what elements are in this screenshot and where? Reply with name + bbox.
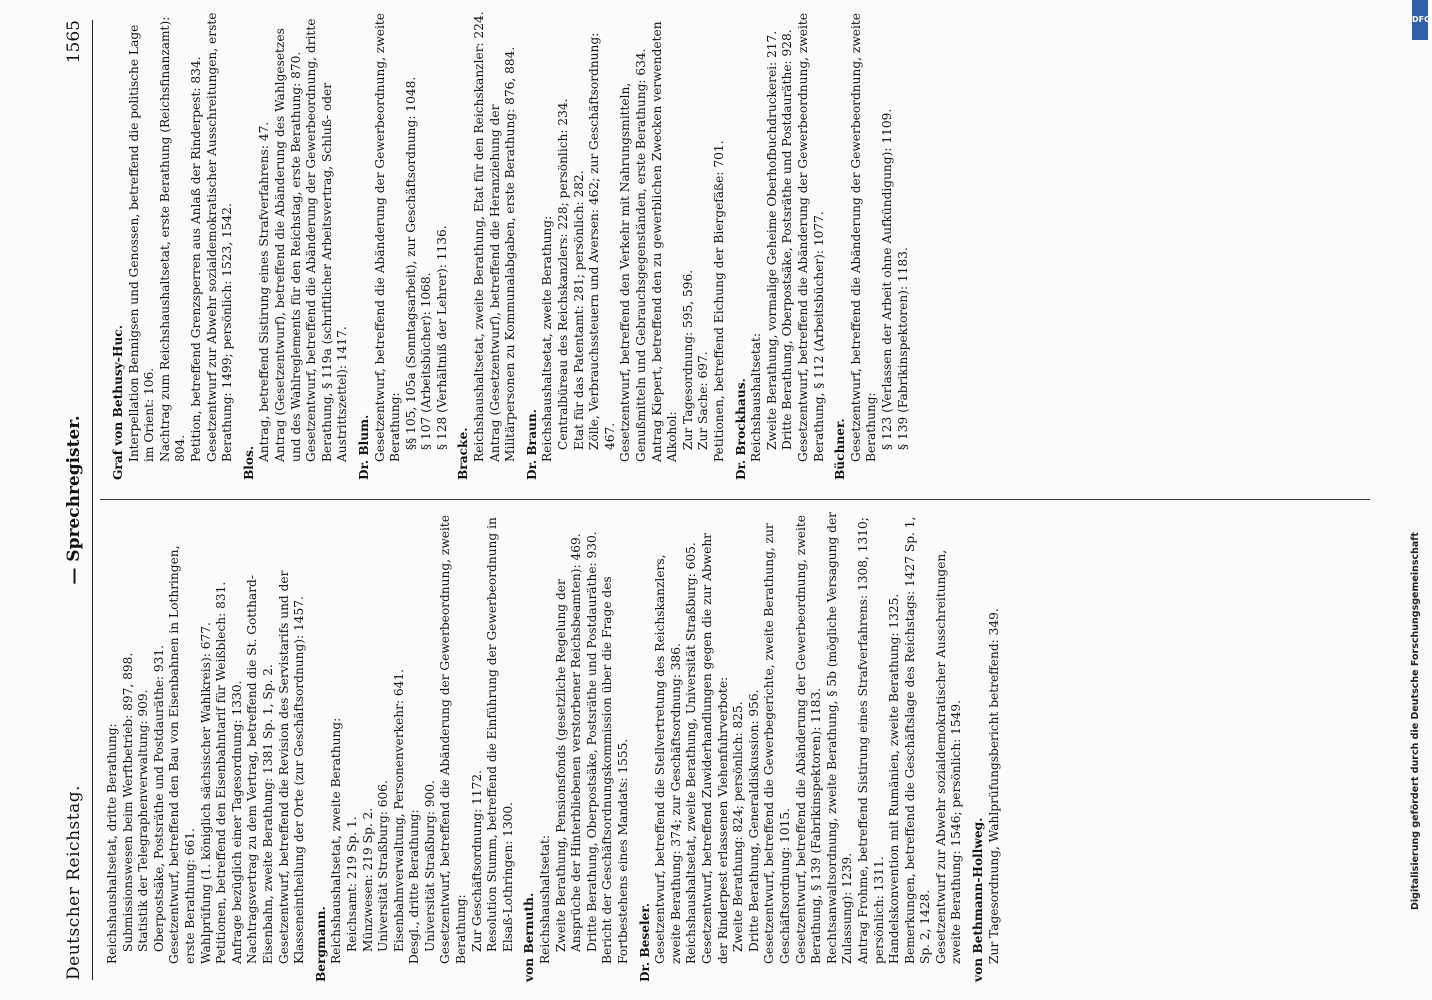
register-entry: Gesetzentwurf, betreffend die Abänderung der Gewerbeordnung, zweite Berathung: <box>372 13 403 462</box>
register-entry: Gesetzentwurf zur Abwehr sozialdemokratischer Ausschreitungen, zweite Berathung: 1546; persönlich: 1549. <box>933 549 964 964</box>
page-header <box>62 20 93 980</box>
register-entry: Zweite Berathung, vormalige Geheime Oberhofbuchdruckerei: 217. <box>764 30 779 450</box>
register-entry: §§ 105, 105a (Sonntagsarbeit), zur Geschäftsordnung: 1048. <box>403 76 418 450</box>
register-entry: Gesetzentwurf, betreffend die Stellvertretung des Reichskanzlers, zweite Berathung: 374; zur Geschäftsordnung: 386. <box>653 554 683 964</box>
register-entry: Zweite Berathung: 824; persönlich: 825. <box>731 701 746 952</box>
running-title: Deutscher Reichstag. <box>64 785 84 980</box>
register-entry: Dritte Berathung, Oberpostsäke, Postsräthe und Postdauräthe: 930. <box>584 531 599 952</box>
register-entry: Gesetzentwurf, betreffend die Abänderung der Gewerbeordnung, zweite Berathung: <box>848 13 879 462</box>
register-entry: Zölle, Verbrauchssteuern und Aversen: 462; zur Geschäftsordnung: 467. <box>587 32 617 450</box>
register-entry: Gesetzentwurf, betreffend den Verkehr mit Nahrungsmitteln, Genußmitteln und Gebrauchsgegenständen, erste Berathung: 634. <box>618 48 648 462</box>
register-entry: Antrag, betreffend Sistirung eines Strafverfahrens: 47. <box>257 121 272 462</box>
register-entry: Reichshaushaltsetat, zweite Berathung, Universität Straßburg: 605. <box>684 542 699 964</box>
speaker-name: Dr. Blum. <box>356 414 371 480</box>
register-entry: Antrag Kiepert, betreffend den zu gewerblichen Zwecken verwendeten Alkohol: <box>649 21 680 462</box>
register-entry: Gesetzentwurf, betreffend die Abänderung der Gewerbeordnung, dritte Berathung, § 119a (schriftlicher Arbeitsvertrag, Schluß- oder Austrittszettel): 1417. <box>304 18 350 462</box>
register-entry: Gesetzentwurf, betreffend Zuwiderhandlungen gegen die zur Abwehr der Rinderpest erlassenen Viehenfuhrverbote: <box>699 533 730 964</box>
register-entry: Dritte Berathung, Generaldiskussion: 956. <box>746 689 761 952</box>
register-entry: § 139 (Fabrikinspektoren): 1183. <box>895 247 910 450</box>
register-entry: Dritte Berathung, Oberpostsäke, Postsräthe und Postdauräthe: 928. <box>780 29 795 450</box>
register-entry: Antrag (Gesetzentwurf), betreffend die Heranziehung der Militärpersonen zu Kommunalabgaben, erste Berathung: 876, 884. <box>487 46 518 462</box>
register-entry: Nachtrag zum Reichshaushaltsetat, erste Berathung (Reichsfinanzamt): 804. <box>157 16 188 462</box>
register-entry: Handelskonvention mit Rumänien, zweite Berathung: 1325. <box>887 593 902 964</box>
register-entry: Universität Straßburg: 606. <box>376 780 391 952</box>
register-entry: Gesetzentwurf, betreffend die Revision des Servistarifs und der Klasseneintheilung der Orte (zur Geschäftsordnung): 1457. <box>276 570 307 964</box>
digitization-note: Digitalisierung gefördert durch die Deutsche Forschungsgemeinschaft <box>1410 532 1421 910</box>
speaker-name: von Bethmann-Hollweg. <box>971 817 986 982</box>
register-entry: Reichshaushaltsetat, zweite Berathung, Etat für den Reichskanzler: 224. <box>472 11 487 462</box>
register-entry: Reichshaushaltsetat, zweite Berathung: <box>540 215 555 462</box>
register-entry: Gesetzentwurf, betreffend die Gewerbegerichte, zweite Berathung, zur Geschäftsordnung: 1015. <box>762 523 792 964</box>
speaker-name: Bracke. <box>456 427 471 480</box>
speaker-name: Graf von Bethusy-Huc. <box>111 325 125 480</box>
register-entry: Gesetzentwurf zur Abwehr sozialdemokratischer Ausschreitungen, erste Berathung: 1499; persönlich: 1523, 1542. <box>204 12 235 462</box>
register-entry: Oberpostsäke, Postsräthe und Postdauräthe: 931. <box>151 644 166 952</box>
register-entry: § 128 (Verhältniß der Lehrer): 1136. <box>434 225 449 450</box>
dfg-logo: DFG <box>1412 0 1428 40</box>
register-entry: Anfrage bezüglich einer Tagesordnung: 1330. <box>229 680 244 964</box>
speaker-name: von Bernuth. <box>522 892 537 982</box>
register-entry: Bemerkungen, betreffend die Geschäftslage des Reichstags: 1427 Sp. 1, Sp. 2, 1428. <box>902 516 933 964</box>
register-entry: Zur Geschäftsordnung: 1172. <box>469 769 484 952</box>
register-entry: Reichshaushaltsetat: <box>749 333 764 462</box>
register-entry: Wahlprüfung (1. königlich sächsischer Wahlkreis): 677. <box>198 622 213 964</box>
register-entry: Eisenbahnverwaltung, Personenverkehr: 641. <box>391 668 406 952</box>
register-entry: Reichsamt: 219 Sp. 1. <box>344 816 359 952</box>
register-entry: Petitionen, betreffend Eichung der Biergefäße: 701. <box>711 140 726 462</box>
register-entry: Gesetzentwurf, betreffend die Abänderung der Gewerbeordnung, zweite Berathung, § 112 (Arbeitsbücher): 1077. <box>795 13 826 462</box>
register-entry: Resolution Stumm, betreffend die Einführung der Gewerbeordnung in Elsaß-Lothringen: 1300. <box>485 517 515 952</box>
register-entry: Nachtragsvertrag zu dem Vertrag, betreffend die St. Gotthard-Eisenbahn, zweite Berathung: 1381 Sp. 1, Sp. 2. <box>245 575 275 964</box>
register-entry: Bericht der Geschäftsordnungskommission über die Frage des Fortbestehens eines Mandats: 1555. <box>600 576 630 964</box>
right-column <box>105 10 911 480</box>
register-entry: Centralbüreau des Reichskanzlers: 228; persönlich: 234. <box>556 98 571 450</box>
register-entry: Antrag Frohme, betreffend Sistirung eines Strafverfahrens: 1308, 1310; persönlich: 1311. <box>855 517 886 964</box>
register-entry: Statistik der Telegraphenverwaltung: 909. <box>136 689 151 952</box>
register-entry: Petitionen, betreffend den Eisenbahntarif für Weißblech: 831. <box>214 581 229 964</box>
speaker-name: Dr. Beseler. <box>637 903 652 982</box>
speaker-name: Büchner. <box>833 418 848 480</box>
register-entry: Reichshaushaltsetat: <box>538 835 553 964</box>
register-entry: Interpellation Bennigsen und Genossen, betreffend die politische Lage im Orient: 106. <box>126 24 157 462</box>
register-entry: Reichshaushaltsetat, dritte Berathung: <box>105 723 119 964</box>
register-entry: Gesetzentwurf, betreffend die Abänderung der Gewerbeordnung, zweite Berathung, § 139 (Fabrikinspektoren): 1183. <box>793 515 824 964</box>
register-entry: Petition, betreffend Grenzsperren aus Anlaß der Rinderpest: 834. <box>188 56 203 462</box>
register-entry: Etat für das Patentamt: 281; persönlich: 282. <box>571 170 586 450</box>
register-entry: Antrag (Gesetzentwurf), betreffend die Abänderung des Wahlgesetzes und des Wahlreglements für den Reichstag, erste Berathung: 870. <box>272 28 303 462</box>
rotated-document-page <box>50 0 1390 1000</box>
register-entry: Submissionswesen beim Werftbetrieb: 897, 898. <box>120 652 135 952</box>
left-column <box>105 512 1002 982</box>
register-entry: Universität Straßburg: 900. <box>422 780 437 952</box>
register-entry: Reichshaushaltsetat, zweite Berathung: <box>329 717 344 964</box>
register-entry: Zur Sache: 697. <box>696 351 711 450</box>
speaker-name: Dr. Braun. <box>524 409 539 480</box>
register-entry: Gesetzentwurf, betreffend den Bau von Eisenbahnen in Lothringen, erste Berathung: 661. <box>167 545 197 964</box>
register-entry: Zweite Berathung, Pensionsfonds (gesetzliche Regelung der Ansprüche der Hinterbliebenen verstorbener Reichsbeamten): 469. <box>553 533 584 952</box>
section-title: — Sprechregister. <box>64 415 84 585</box>
speaker-name: Bergmann. <box>313 906 328 982</box>
register-entry: Münzwesen: 219 Sp. 2. <box>360 807 375 952</box>
register-entry: Gesetzentwurf, betreffend die Abänderung der Gewerbeordnung, zweite Berathung: <box>438 515 469 964</box>
speaker-name: Dr. Brockhaus. <box>733 378 748 480</box>
register-entry: Rechtsanwaltsordnung, zweite Berathung, § 5b (mögliche Versagung der Zulassung): 1239. <box>824 511 855 964</box>
register-entry: § 107 (Arbeitsbücher): 1068. <box>419 272 434 450</box>
register-entry: § 123 (Verlassen der Arbeit ohne Aufkündigung): 1109. <box>879 108 894 450</box>
register-entry: Desgl., dritte Berathung: <box>407 809 422 964</box>
register-entry: Zur Tagesordnung, Wahlprüfungsbericht betreffend: 349. <box>986 608 1001 964</box>
speaker-name: Blos. <box>241 445 256 480</box>
column-divider <box>100 499 1370 500</box>
page-number: 1565 <box>64 20 84 64</box>
register-entry: Zur Tagesordnung: 595, 596. <box>680 269 695 450</box>
